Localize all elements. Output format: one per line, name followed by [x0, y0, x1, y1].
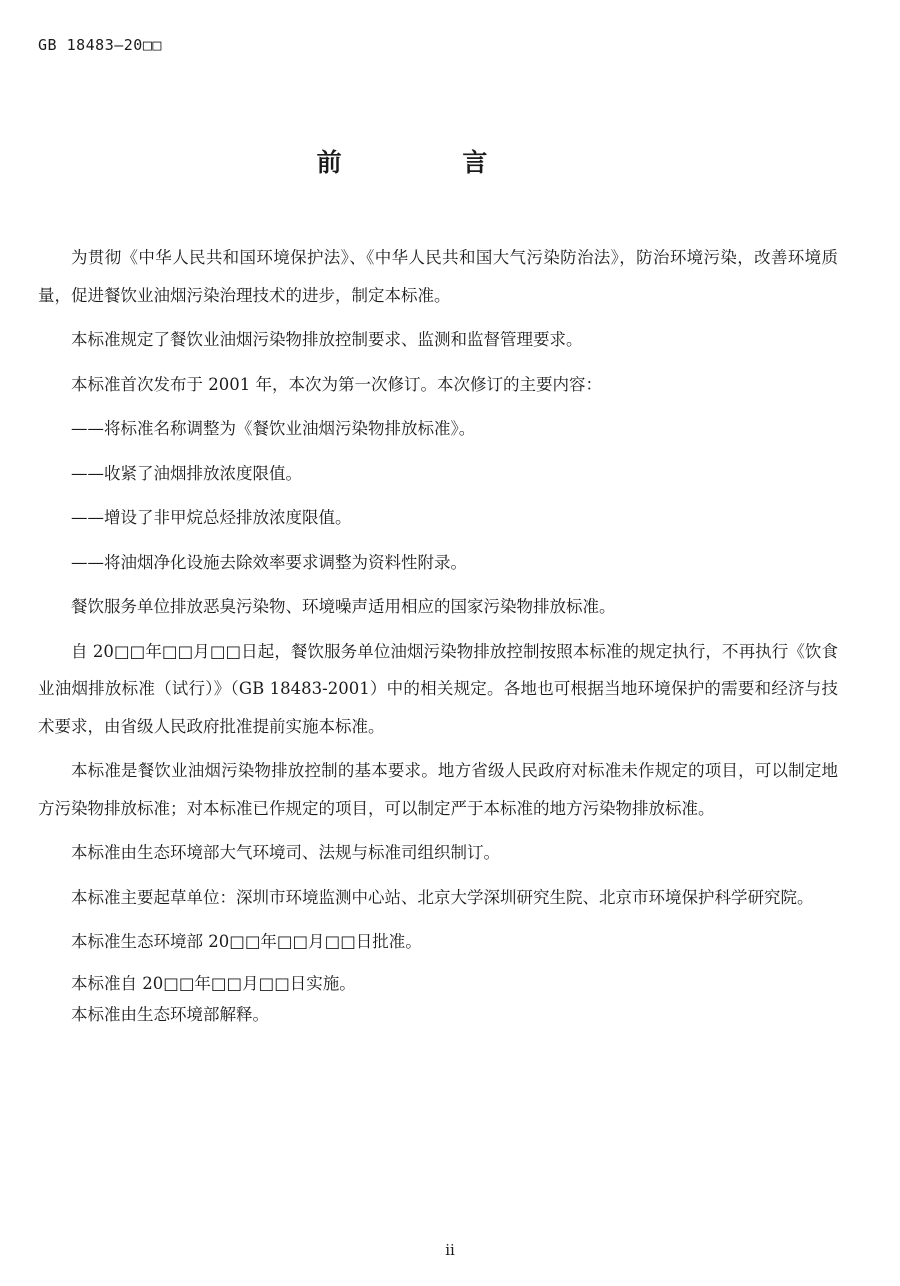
paragraph-approval: 本标准生态环境部 20□□年□□月□□日批准。	[71, 932, 422, 951]
paragraph-interpretation: 本标准由生态环境部解释。	[71, 1004, 269, 1024]
paragraph-local-standards: 本标准是餐饮业油烟污染物排放控制的基本要求。地方省级人民政府对标准未作规定的项目，可以制定地方污染物排放标准；对本标准已作规定的项目，可以制定严于本标准的地方污染物排放标准。	[38, 761, 838, 818]
paragraph-implementation: 本标准自 20□□年□□月□□日实施。	[71, 973, 356, 993]
paragraph-scope: 本标准规定了餐饮业油烟污染物排放控制要求、监测和监督管理要求。	[71, 330, 583, 349]
foreword-body	[38, 239, 838, 1030]
standard-code-header: GB 18483—20□□	[38, 36, 162, 54]
paragraph-drafters: 本标准主要起草单位：深圳市环境监测中心站、北京大学深圳研究生院、北京市环境保护科学研究院。	[71, 887, 814, 907]
paragraph-odor-noise: 餐饮服务单位排放恶臭污染物、环境噪声适用相应的国家污染物排放标准。	[71, 597, 616, 616]
revision-item-rename: ——将标准名称调整为《餐饮业油烟污染物排放标准》。	[71, 419, 476, 438]
paragraph-effective-date: 自 20□□年□□月□□日起，餐饮服务单位油烟污染物排放控制按照本标准的规定执行，不再执行《饮食业油烟排放标准（试行）》（GB 18483-2001）中的相关规定。各地也可根据当地环境保护的需要和经济与技术要求，由省级人民政府批准提前实施本标准。	[38, 641, 838, 736]
page-number: ii	[445, 1241, 455, 1259]
paragraph-purpose: 为贯彻《中华人民共和国环境保护法》、《中华人民共和国大气污染防治法》，防治环境污染，改善环境质量，促进餐饮业油烟污染治理技术的进步，制定本标准。	[38, 248, 838, 305]
revision-item-limit: ——收紧了油烟排放浓度限值。	[71, 463, 302, 483]
revision-item-nmhc: ——增设了非甲烷总烃排放浓度限值。	[71, 508, 352, 527]
paragraph-revision-history: 本标准首次发布于 2001 年，本次为第一次修订。本次修订的主要内容：	[71, 374, 602, 394]
page-title: 前 言	[316, 148, 544, 177]
revision-item-appendix: ——将油烟净化设施去除效率要求调整为资料性附录。	[71, 552, 467, 572]
paragraph-organizer: 本标准由生态环境部大气环境司、法规与标准司组织制订。	[71, 843, 500, 862]
